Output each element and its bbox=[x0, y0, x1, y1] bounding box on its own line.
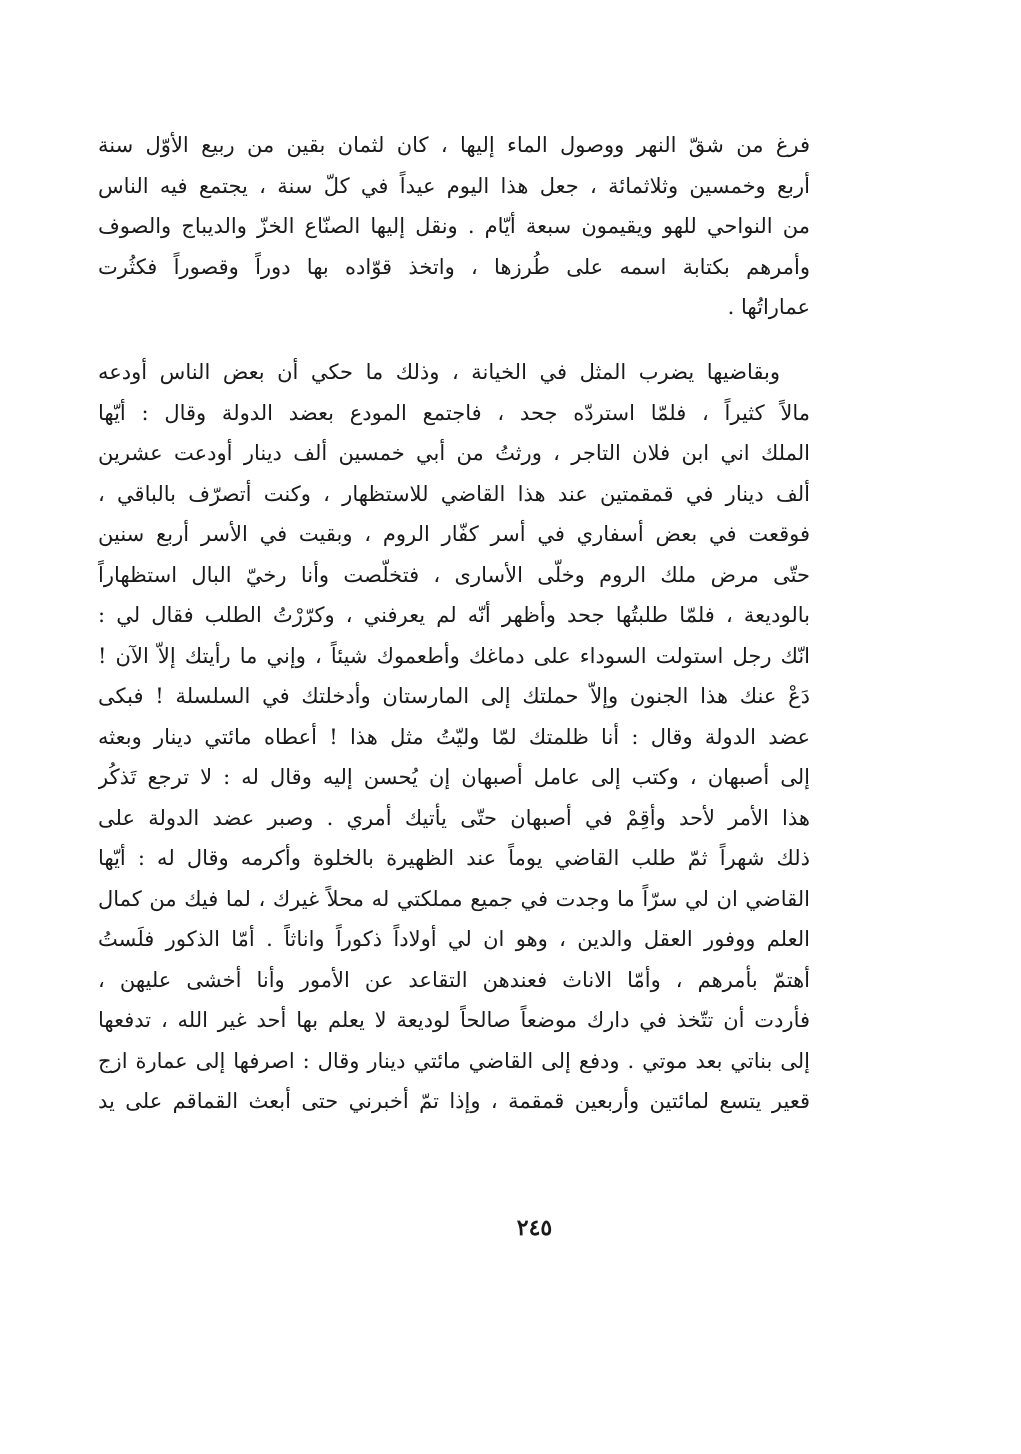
text-line: إلى أصبهان ، وكتب إلى عامل أصبهان إن يُحسن إليه وقال له : لا ترجع تَذكُر bbox=[98, 765, 810, 789]
text-line: وبقاضيها يضرب المثل في الخيانة ، وذلك ما حكي أن بعض الناس أودعه bbox=[98, 360, 780, 384]
text-line: ذلك شهراً ثمّ طلب القاضي يوماً عند الظهيرة بالخلوة وأكرمه وقال له : أيّها bbox=[98, 846, 810, 870]
text-line: ألف دينار في قمقمتين عند هذا القاضي للاستظهار ، وكنت أتصرّف بالباقي ، bbox=[98, 481, 810, 506]
text-line: دَعْ عنك هذا الجنون وإلاّ حملتك إلى المارستان وأدخلتك في السلسلة ! فبكى bbox=[98, 684, 810, 708]
text-line: الملك اني ابن فلان التاجر ، ورثتُ من أبي خمسين ألف دينار أودعت عشرين bbox=[98, 441, 810, 465]
text-line: حتّى مرض ملك الروم وخلّى الأسارى ، فتخلّصت وأنا رخيّ البال استظهاراً bbox=[98, 562, 810, 587]
text-line: هذا الأمر لأحد وأقِمْ في أصبهان حتّى يأتيك أمري . وصبر عضد الدولة على bbox=[98, 805, 810, 830]
text-line: من النواحي للهو ويقيمون سبعة أيّام . ونقل إليها الصنّاع الخزّ والديباج والصوف bbox=[98, 214, 810, 238]
text-line: وأمرهم بكتابة اسمه على طُرزها ، واتخذ قوّاده بها دوراً وقصوراً فكثُرت bbox=[98, 254, 810, 279]
text-line: العلم ووفور العقل والدين ، وهو ان لي أولاداً ذكوراً واناثاً . أمّا الذكور فلَستُ bbox=[98, 927, 810, 951]
text-line: أربع وخمسين وثلاثمائة ، جعل هذا اليوم عيداً في كلّ سنة ، يجتمع فيه الناس bbox=[98, 173, 810, 198]
text-line: فوقعت في بعض أسفاري في أسر كفّار الروم ، وبقيت في الأسر أربع سنين bbox=[98, 522, 810, 546]
paragraph-1 bbox=[98, 125, 810, 328]
text-line: قعير يتسع لمائتين وأربعين قمقمة ، وإذا تمّ أخبرني حتى أبعث القماقم على يد bbox=[98, 1089, 810, 1113]
text-line: إلى بناتي بعد موتي . ودفع إلى القاضي مائتي دينار وقال : اصرفها إلى عمارة ازج bbox=[98, 1048, 810, 1073]
text-line: انّك رجل استولت السوداء على دماغك وأطعموك شيئاً ، وإني ما رأيتك إلاّ الآن ! bbox=[98, 643, 810, 668]
text-line: مالاً كثيراً ، فلمّا استردّه جحد ، فاجتمع المودع بعضد الدولة وقال : أيّها bbox=[98, 400, 810, 425]
text-line: عضد الدولة وقال : أنا ظلمتك لمّا وليّتُ مثل هذا ! أعطاه مائتي دينار وبعثه bbox=[98, 724, 810, 749]
text-line: القاضي ان لي سرّاً ما وجدت في جميع مملكتي له محلاً غيرك ، لما فيك من كمال bbox=[98, 886, 810, 911]
text-line: عماراتُها . bbox=[727, 295, 810, 319]
text-line: أهتمّ بأمرهم ، وأمّا الاناث فعندهن التقاعد عن الأمور وأنا أخشى عليهن ، bbox=[98, 967, 810, 992]
page-number: ٢٤٥ bbox=[516, 1215, 553, 1241]
paragraph-2 bbox=[98, 352, 810, 1122]
text-line: فأردت أن تتّخذ في دارك موضعاً صالحاً لوديعة لا يعلم بها أحد غير الله ، تدفعها bbox=[98, 1008, 810, 1032]
text-line: فرغ من شقّ النهر ووصول الماء إليها ، كان لثمان بقين من ربيع الأوّل سنة bbox=[98, 133, 810, 157]
text-line: بالوديعة ، فلمّا طلبتُها جحد وأظهر أنّه لم يعرفني ، وكرّرْتُ الطلب فقال لي : bbox=[98, 603, 810, 627]
